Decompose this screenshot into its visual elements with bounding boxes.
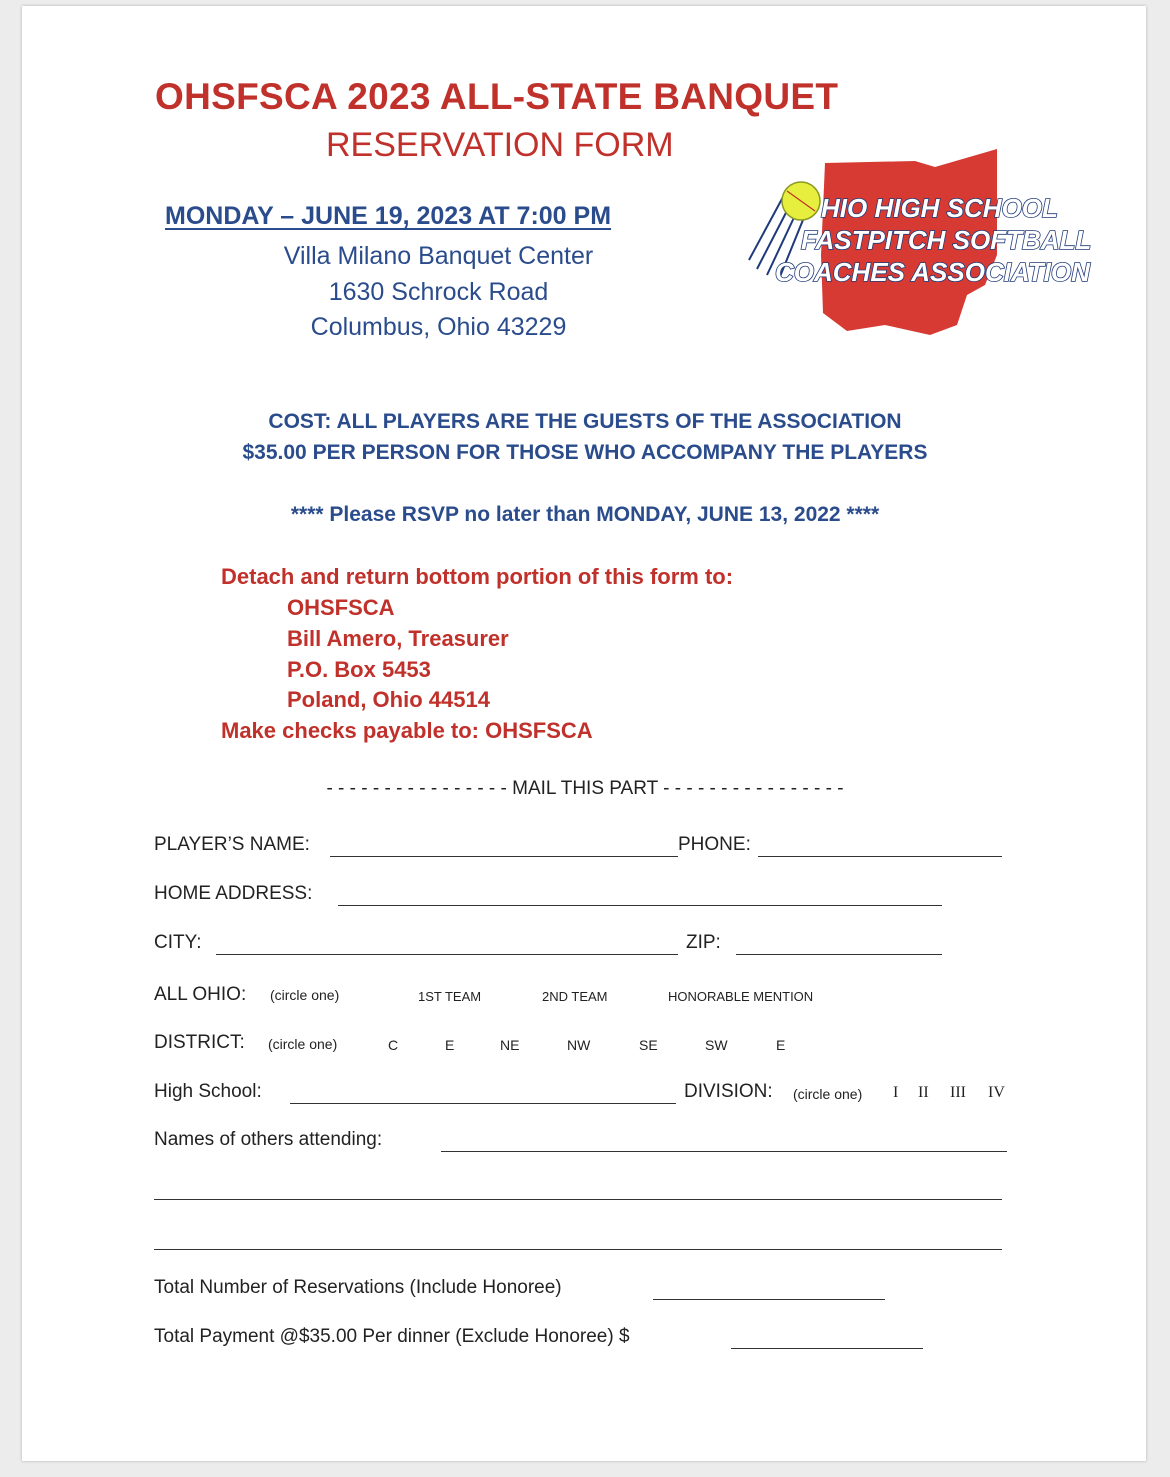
page-subtitle: RESERVATION FORM	[326, 126, 674, 164]
logo-line-3: COACHES ASSOCIATION	[775, 257, 1090, 287]
rsvp-deadline: **** Please RSVP no later than MONDAY, JUNE 13, 2022 ****	[290, 503, 880, 526]
district-option[interactable]: C	[388, 1037, 399, 1053]
division-label: DIVISION:	[684, 1081, 773, 1102]
district-option[interactable]: SE	[639, 1037, 658, 1053]
others-attending-field-line-2[interactable]	[154, 1199, 1002, 1200]
mail-contact: Bill Amero, Treasurer	[287, 626, 509, 651]
district-option[interactable]: E	[445, 1037, 455, 1053]
event-date: MONDAY – JUNE 19, 2023 AT 7:00 PM	[165, 202, 612, 230]
division-circle-hint: (circle one)	[793, 1086, 863, 1102]
total-reservations-field[interactable]	[653, 1299, 885, 1300]
others-attending-label: Names of others attending:	[154, 1129, 383, 1150]
checks-payable: Make checks payable to: OHSFSCA	[221, 718, 593, 743]
zip-label: ZIP:	[686, 932, 721, 953]
zip-field[interactable]	[736, 954, 942, 955]
others-attending-field-line-3[interactable]	[154, 1249, 1002, 1250]
association-logo	[735, 135, 1092, 355]
player-name-field[interactable]	[330, 856, 678, 857]
total-payment-label: Total Payment @$35.00 Per dinner (Exclude Honoree) $	[154, 1326, 630, 1347]
all-ohio-label: ALL OHIO:	[154, 984, 247, 1005]
high-school-label: High School:	[154, 1081, 262, 1102]
mail-org: OHSFSCA	[287, 595, 395, 620]
district-option[interactable]: SW	[705, 1037, 728, 1053]
district-circle-hint: (circle one)	[268, 1036, 338, 1052]
event-city: Columbus, Ohio 43229	[310, 313, 567, 341]
high-school-field[interactable]	[290, 1103, 676, 1104]
division-option[interactable]: II	[918, 1084, 929, 1101]
others-attending-field[interactable]	[441, 1151, 1007, 1152]
page-title: OHSFSCA 2023 ALL-STATE BANQUET	[155, 76, 839, 117]
player-name-label: PLAYER’S NAME:	[154, 834, 310, 855]
district-option[interactable]: E	[776, 1037, 786, 1053]
cost-line-1: COST: ALL PLAYERS ARE THE GUESTS OF THE ASSOCIATION	[268, 410, 902, 433]
phone-field[interactable]	[758, 856, 1002, 857]
event-street: 1630 Schrock Road	[328, 278, 549, 306]
mail-city: Poland, Ohio 44514	[287, 687, 490, 712]
division-option[interactable]: I	[893, 1084, 899, 1101]
cost-line-2: $35.00 PER PERSON FOR THOSE WHO ACCOMPANY THE PLAYERS	[242, 441, 928, 464]
all-ohio-option[interactable]: HONORABLE MENTION	[668, 989, 814, 1004]
mail-po-box: P.O. Box 5453	[287, 657, 431, 682]
total-reservations-label: Total Number of Reservations (Include Honoree)	[154, 1277, 562, 1298]
district-option[interactable]: NE	[500, 1037, 520, 1053]
logo-line-2: FASTPITCH SOFTBALL	[801, 225, 1092, 255]
mail-this-part-divider: - - - - - - - - - - - - - - - - MAIL THIS PART - - - - - - - - - - - - - - - -	[326, 778, 844, 799]
home-address-field[interactable]	[338, 905, 942, 906]
event-venue: Villa Milano Banquet Center	[283, 242, 594, 270]
district-label: DISTRICT:	[154, 1032, 245, 1053]
city-label: CITY:	[154, 932, 202, 953]
ohio-map-logo-icon	[735, 135, 1092, 355]
division-option[interactable]: IV	[988, 1084, 1005, 1101]
all-ohio-option[interactable]: 2ND TEAM	[542, 989, 608, 1004]
phone-label: PHONE:	[678, 834, 751, 855]
logo-line-1: HIO HIGH SCHOOL	[821, 193, 1058, 223]
all-ohio-option[interactable]: 1ST TEAM	[418, 989, 482, 1004]
detach-instructions: Detach and return bottom portion of this form to:	[221, 564, 734, 589]
total-payment-field[interactable]	[731, 1348, 923, 1349]
home-address-label: HOME ADDRESS:	[154, 883, 313, 904]
district-option[interactable]: NW	[567, 1037, 591, 1053]
division-option[interactable]: III	[950, 1084, 966, 1101]
city-field[interactable]	[216, 954, 678, 955]
all-ohio-circle-hint: (circle one)	[270, 987, 340, 1003]
